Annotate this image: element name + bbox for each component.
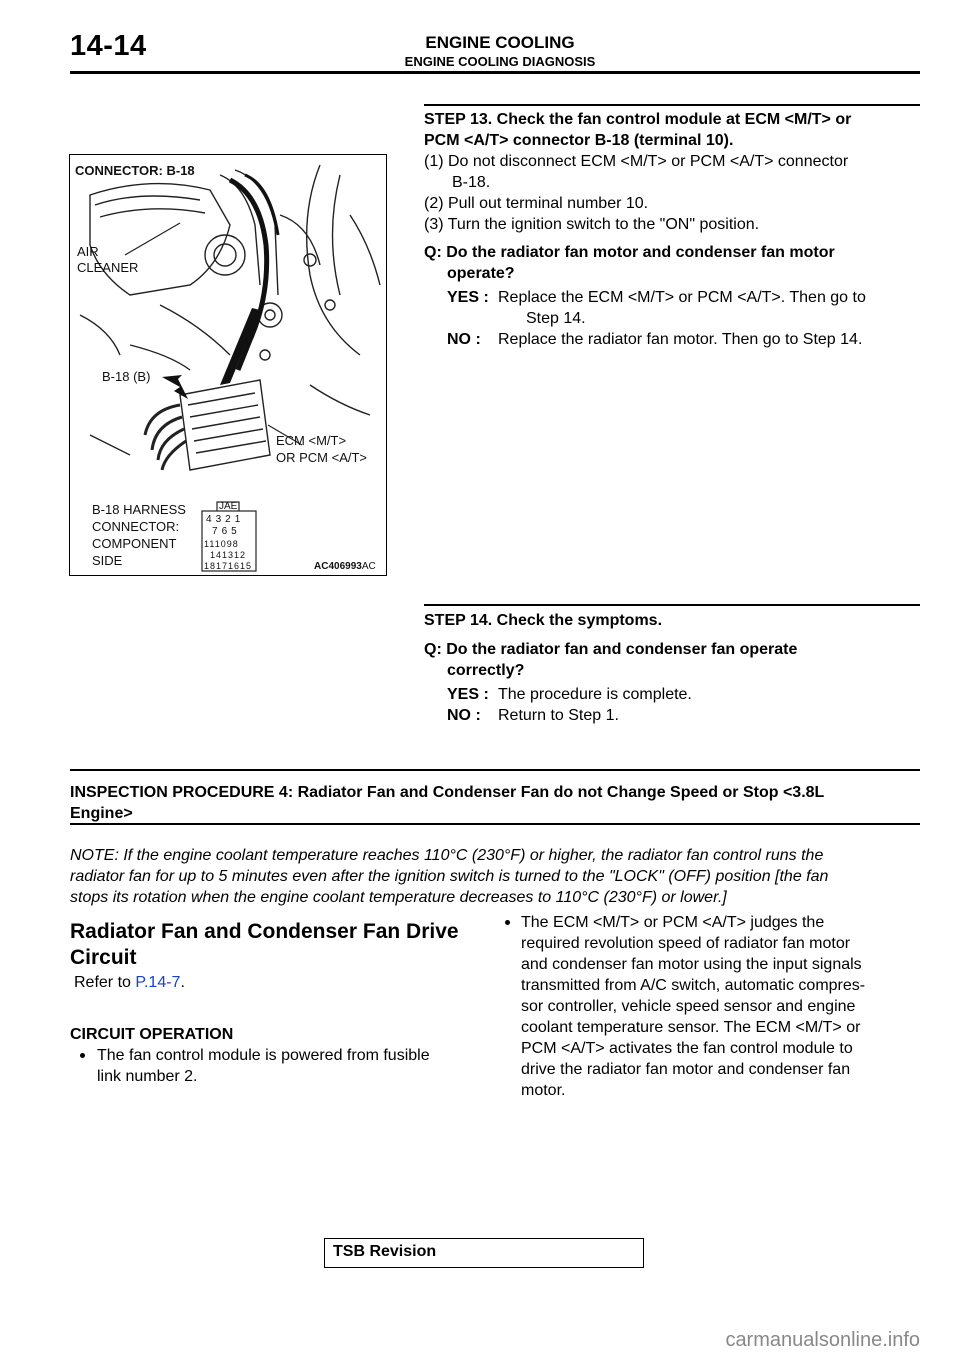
figure-air-cleaner-line2: CLEANER <box>77 260 139 275</box>
step13-rule <box>424 104 920 106</box>
circuit-heading-line1: Radiator Fan and Condenser Fan Drive <box>70 920 459 943</box>
pin: 6 <box>221 526 232 537</box>
figure-air-cleaner-line1: AIR <box>77 244 99 259</box>
bullet2-line: PCM <A/T> activates the fan control module to <box>521 1040 853 1057</box>
pin: 18 <box>204 561 217 571</box>
bullet2-line: coolant temperature sensor. The ECM <M/T> or <box>521 1019 861 1036</box>
pin: 12 <box>234 550 247 560</box>
figure-connector-code: JAE <box>219 501 238 512</box>
tsb-revision-label: TSB Revision <box>333 1243 437 1260</box>
step13-title-line1: STEP 13. Check the fan control module at ECM <M/T> or <box>424 111 852 128</box>
step14-no-text: Return to Step 1. <box>498 707 619 724</box>
step14-title: STEP 14. Check the symptoms. <box>424 612 663 629</box>
step14-yes-label: YES : <box>447 686 489 703</box>
header-rule <box>70 71 920 74</box>
step13-item2: (2) Pull out terminal number 10. <box>424 195 649 212</box>
bullet-dot <box>505 920 510 925</box>
step13-no-label: NO : <box>447 331 481 348</box>
figure-harness-line3: COMPONENT <box>92 536 177 551</box>
inspection-top-rule <box>70 769 920 771</box>
section-title: ENGINE COOLING <box>425 33 575 52</box>
page-number: 14-14 <box>70 30 147 62</box>
step13-yes-label: YES : <box>447 289 489 306</box>
pin: 1 <box>234 514 245 525</box>
pin: 2 <box>225 514 235 525</box>
step14-question-line2: correctly? <box>447 662 525 679</box>
pin: 16 <box>228 561 241 571</box>
step13-no-text: Replace the radiator fan motor. Then go to Step 14. <box>498 331 863 348</box>
pin: 3 <box>215 514 226 525</box>
step14-no-label: NO : <box>447 707 481 724</box>
step14-question-line1: Q: Do the radiator fan and condenser fan operate <box>424 641 798 658</box>
figure-harness-line2: CONNECTOR: <box>92 519 180 534</box>
inspection-title-line1: INSPECTION PROCEDURE 4: Radiator Fan and Condenser Fan do not Change Speed or Stop <3.8L <box>70 784 825 801</box>
step13-item3: (3) Turn the ignition switch to the "ON" position. <box>424 216 760 233</box>
figure-ecm-line1: ECM <M/T> <box>276 433 347 448</box>
bullet2-line: motor. <box>521 1082 566 1099</box>
pin: 8 <box>232 539 239 549</box>
pin: 13 <box>222 550 235 560</box>
step13-yes-line2: Step 14. <box>526 310 586 327</box>
refer-link[interactable]: P.14-7 <box>135 974 181 991</box>
inspection-note-line1: NOTE: If the engine coolant temperature reaches 110°C (230°F) or higher, the radiator fan control runs the <box>70 847 824 864</box>
figure-harness-line1: B-18 HARNESS <box>92 502 186 517</box>
step13-item1-cont: B-18. <box>452 174 491 191</box>
inspection-note-line2: radiator fan for up to 5 minutes even after the ignition switch is turned to the "LOCK" (OFF) position [the fan <box>70 868 829 885</box>
circuit-operation-heading: CIRCUIT OPERATION <box>70 1026 234 1043</box>
pin: 7 <box>212 526 222 537</box>
pin: 11 <box>204 539 215 549</box>
bullet2-line: drive the radiator fan motor and condenser fan <box>521 1061 851 1078</box>
pin: 14 <box>210 550 223 560</box>
inspection-bottom-rule <box>70 823 920 825</box>
watermark: carmanualsonline.info <box>725 1329 920 1351</box>
bullet2-line: required revolution speed of radiator fan motor <box>521 935 851 952</box>
step13-title-line2: PCM <A/T> connector B-18 (terminal 10). <box>424 132 734 149</box>
pin: 17 <box>216 561 229 571</box>
figure-ecm-line2: OR PCM <A/T> <box>276 450 368 465</box>
step13-question-line1: Q: Do the radiator fan motor and condenser fan motor <box>424 244 835 261</box>
tsb-revision-box <box>324 1238 644 1268</box>
bullet2-line: The ECM <M/T> or PCM <A/T> judges the <box>521 914 825 931</box>
pin-row-5 <box>204 558 252 574</box>
step13-item1: (1) Do not disconnect ECM <M/T> or PCM <A/T> connector <box>424 153 849 170</box>
figure-id: AC406993AC <box>314 561 376 572</box>
pin: 9 <box>226 539 233 549</box>
pin: 15 <box>240 561 253 571</box>
step13-yes-line1: Replace the ECM <M/T> or PCM <A/T>. Then go to <box>498 289 866 306</box>
section-subtitle: ENGINE COOLING DIAGNOSIS <box>404 54 596 69</box>
figure-connector-title: CONNECTOR: B-18 <box>75 163 195 178</box>
bullet1-line2: link number 2. <box>97 1068 198 1085</box>
step14-rule <box>424 604 920 606</box>
circuit-refer <box>74 972 185 993</box>
bullet2-line: transmitted from A/C switch, automatic compres- <box>521 977 866 994</box>
connector-figure <box>69 154 387 576</box>
refer-suffix: . <box>180 974 185 991</box>
inspection-note-line3: stops its rotation when the engine coolant temperature decreases to 110°C (230°F) or lower.] <box>70 889 727 906</box>
step13-question-line2: operate? <box>447 265 515 282</box>
bullet1-line1: The fan control module is powered from fusible <box>97 1047 430 1064</box>
bullet-dot <box>80 1053 85 1058</box>
circuit-heading-line2: Circuit <box>70 946 137 969</box>
step14-yes-text: The procedure is complete. <box>498 686 692 703</box>
bullet2-line: sor controller, vehicle speed sensor and engine <box>521 998 856 1015</box>
figure-harness-line4: SIDE <box>92 553 123 568</box>
inspection-title-line2: Engine> <box>70 805 133 822</box>
bullet2-line: and condenser fan motor using the input signals <box>521 956 862 973</box>
pin: 5 <box>231 526 241 537</box>
figure-b18-label: B-18 (B) <box>102 369 151 384</box>
refer-prefix: Refer to <box>74 974 131 991</box>
pin: 10 <box>214 539 227 549</box>
pin: 4 <box>206 514 216 525</box>
